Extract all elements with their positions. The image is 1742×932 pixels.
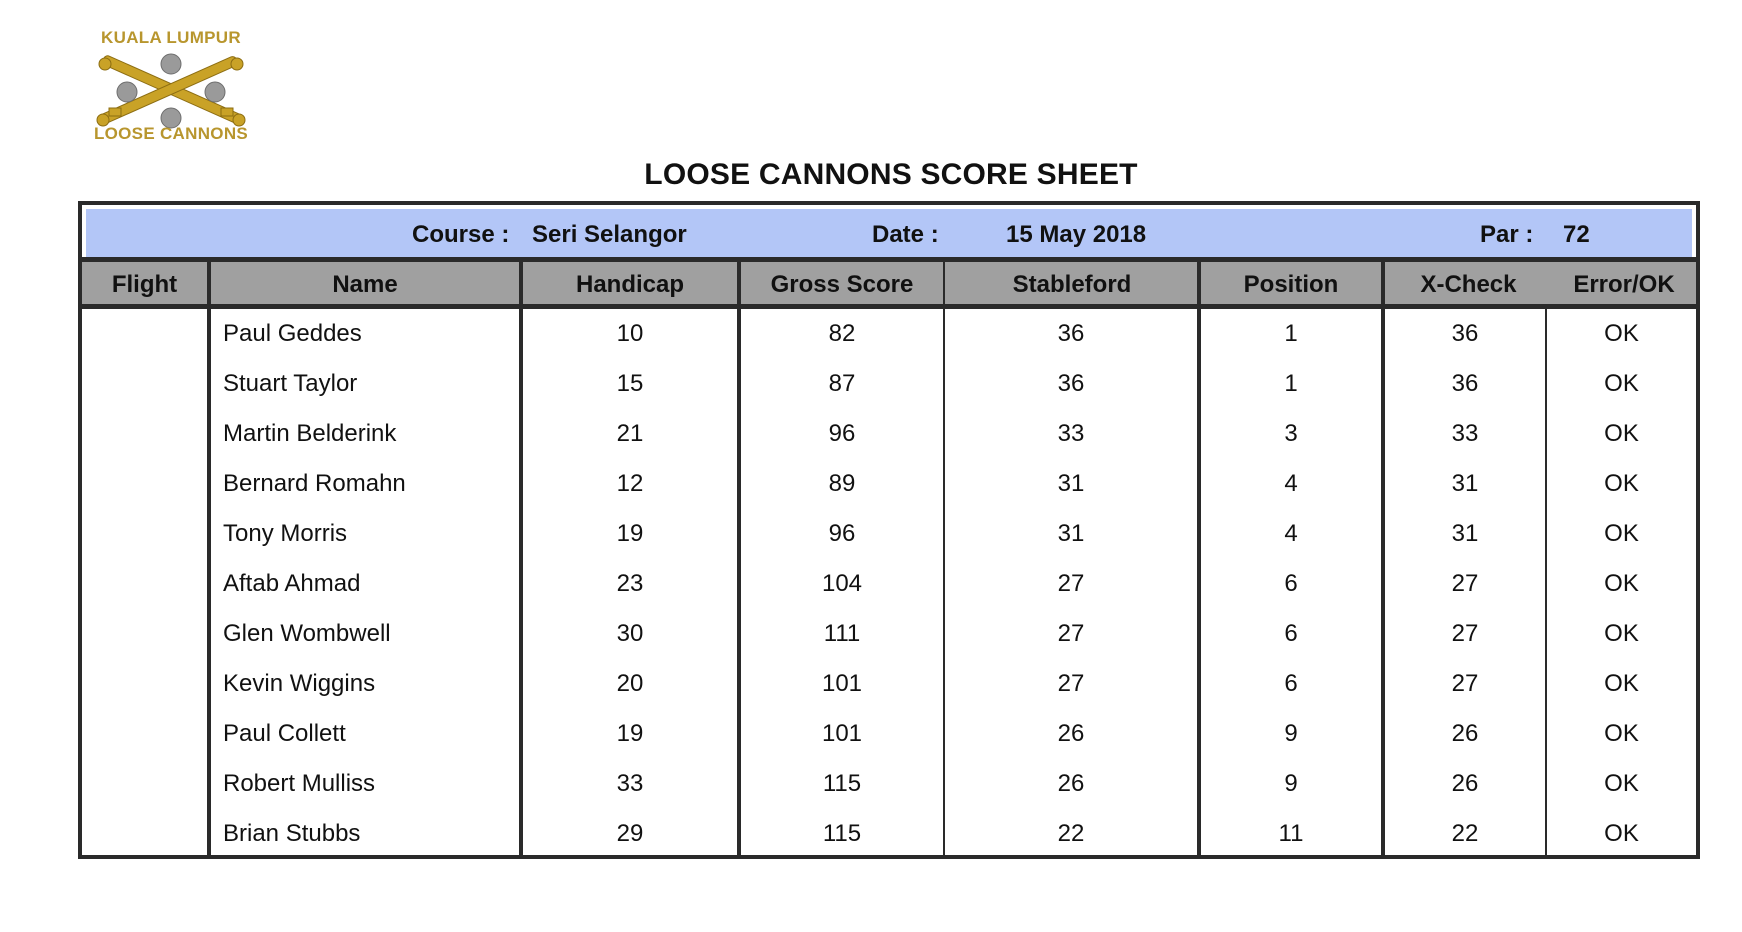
- cell-handicap: 23: [616, 570, 644, 597]
- cell-x-check: 33: [1451, 420, 1479, 447]
- crossed-cannons-icon: [91, 50, 251, 130]
- cell-handicap: 21: [616, 420, 644, 447]
- cell-gross-score: 111: [823, 620, 861, 647]
- cell-gross-score: 96: [828, 420, 856, 447]
- cell-name: Brian Stubbs: [223, 820, 361, 847]
- table-row: [82, 759, 1696, 809]
- cell-flight: [82, 409, 207, 459]
- cell-flight: [82, 809, 207, 859]
- table-row: [82, 409, 1696, 459]
- cell-stableford: 26: [1057, 720, 1085, 747]
- cell-flight: [82, 559, 207, 609]
- cell-name: Kevin Wiggins: [223, 670, 376, 697]
- cell-gross-score: 115: [822, 770, 862, 797]
- column-header-x-check: X-Check: [1420, 271, 1517, 298]
- cell-position: 6: [1284, 570, 1298, 597]
- cell-name: Paul Geddes: [223, 320, 362, 347]
- course-value: Seri Selangor: [532, 221, 687, 248]
- table-row: [82, 609, 1696, 659]
- cell-position: 3: [1284, 420, 1298, 447]
- table-row: [82, 809, 1696, 859]
- cell-stableford: 26: [1057, 770, 1085, 797]
- cell-stableford: 33: [1057, 420, 1085, 447]
- cell-flight: [82, 309, 207, 359]
- table-row: [82, 659, 1696, 709]
- cell-error-ok: OK: [1604, 520, 1639, 547]
- cell-x-check: 26: [1451, 770, 1479, 797]
- table-header: [82, 262, 1696, 304]
- cell-handicap: 19: [616, 720, 644, 747]
- cell-handicap: 10: [616, 320, 644, 347]
- cell-error-ok: OK: [1604, 370, 1639, 397]
- column-header-stableford: Stableford: [1012, 271, 1132, 298]
- table-row: [82, 509, 1696, 559]
- cell-name: Stuart Taylor: [223, 370, 358, 397]
- page-title: LOOSE CANNONS SCORE SHEET: [644, 158, 1138, 191]
- cell-position: 1: [1284, 320, 1298, 347]
- cell-x-check: 22: [1451, 820, 1479, 847]
- cell-error-ok: OK: [1604, 770, 1639, 797]
- cell-position: 9: [1284, 720, 1298, 747]
- cell-flight: [82, 459, 207, 509]
- cell-x-check: 26: [1451, 720, 1479, 747]
- par-value: 72: [1563, 221, 1590, 248]
- column-header-error-ok: Error/OK: [1573, 271, 1675, 298]
- cell-x-check: 27: [1451, 570, 1479, 597]
- cell-stableford: 27: [1057, 570, 1085, 597]
- cell-position: 1: [1284, 370, 1298, 397]
- cell-error-ok: OK: [1604, 570, 1639, 597]
- column-header-name: Name: [332, 271, 398, 298]
- cell-handicap: 12: [616, 470, 644, 497]
- cell-stableford: 22: [1057, 820, 1085, 847]
- cell-name: Paul Collett: [223, 720, 346, 747]
- cell-x-check: 27: [1451, 670, 1479, 697]
- cell-x-check: 31: [1451, 520, 1479, 547]
- cell-x-check: 36: [1451, 320, 1479, 347]
- logo-bottom-text: LOOSE CANNONS: [93, 124, 249, 143]
- column-header-handicap: Handicap: [575, 271, 685, 298]
- cell-x-check: 31: [1451, 470, 1479, 497]
- logo-top-text: KUALA LUMPUR: [101, 28, 241, 47]
- table-row: [82, 459, 1696, 509]
- cell-x-check: 36: [1451, 370, 1479, 397]
- cell-handicap: 15: [616, 370, 644, 397]
- column-header-flight: Flight: [111, 271, 178, 298]
- cell-error-ok: OK: [1604, 620, 1639, 647]
- cell-position: 11: [1278, 820, 1304, 847]
- cell-name: Bernard Romahn: [223, 470, 406, 497]
- cell-name: Tony Morris: [223, 520, 348, 547]
- cell-flight: [82, 509, 207, 559]
- table-row: [82, 309, 1696, 359]
- cell-position: 6: [1284, 670, 1298, 697]
- cell-position: 6: [1284, 620, 1298, 647]
- cell-gross-score: 82: [828, 320, 856, 347]
- cell-flight: [82, 659, 207, 709]
- cell-stableford: 27: [1057, 620, 1085, 647]
- cell-position: 9: [1284, 770, 1298, 797]
- cell-flight: [82, 609, 207, 659]
- club-logo: [86, 22, 256, 147]
- column-header-gross-score: Gross Score: [770, 271, 914, 298]
- cell-name: Robert Mulliss: [223, 770, 376, 797]
- table-row: [82, 709, 1696, 759]
- cell-error-ok: OK: [1604, 420, 1639, 447]
- score-table: [78, 201, 1700, 859]
- cell-stableford: 31: [1057, 470, 1085, 497]
- cell-error-ok: OK: [1604, 720, 1639, 747]
- date-label: Date :: [872, 221, 939, 248]
- cell-flight: [82, 709, 207, 759]
- cell-handicap: 30: [616, 620, 644, 647]
- cell-gross-score: 104: [821, 570, 863, 597]
- column-header-position: Position: [1243, 271, 1339, 298]
- cell-gross-score: 87: [828, 370, 856, 397]
- cell-position: 4: [1284, 470, 1298, 497]
- table-row: [82, 359, 1696, 409]
- cell-stableford: 27: [1057, 670, 1085, 697]
- cell-position: 4: [1284, 520, 1298, 547]
- cell-stableford: 36: [1057, 320, 1085, 347]
- cell-error-ok: OK: [1604, 320, 1639, 347]
- cell-gross-score: 89: [828, 470, 856, 497]
- table-row: [82, 559, 1696, 609]
- cell-name: Martin Belderink: [223, 420, 397, 447]
- cell-gross-score: 101: [821, 670, 863, 697]
- course-label: Course :: [412, 221, 510, 248]
- cell-handicap: 20: [616, 670, 644, 697]
- cell-gross-score: 115: [822, 820, 862, 847]
- cell-handicap: 19: [616, 520, 644, 547]
- info-bar: [86, 209, 1692, 257]
- cell-x-check: 27: [1451, 620, 1479, 647]
- cell-error-ok: OK: [1604, 820, 1639, 847]
- par-label: Par :: [1480, 221, 1534, 248]
- cell-gross-score: 96: [828, 520, 856, 547]
- cell-flight: [82, 759, 207, 809]
- cell-name: Aftab Ahmad: [223, 570, 361, 597]
- date-value: 15 May 2018: [1006, 221, 1147, 248]
- cell-flight: [82, 359, 207, 409]
- cell-stableford: 36: [1057, 370, 1085, 397]
- cell-handicap: 29: [616, 820, 644, 847]
- cell-name: Glen Wombwell: [223, 620, 391, 647]
- cell-error-ok: OK: [1604, 470, 1639, 497]
- cell-handicap: 33: [616, 770, 644, 797]
- cell-error-ok: OK: [1604, 670, 1639, 697]
- cell-gross-score: 101: [821, 720, 863, 747]
- cell-stableford: 31: [1057, 520, 1085, 547]
